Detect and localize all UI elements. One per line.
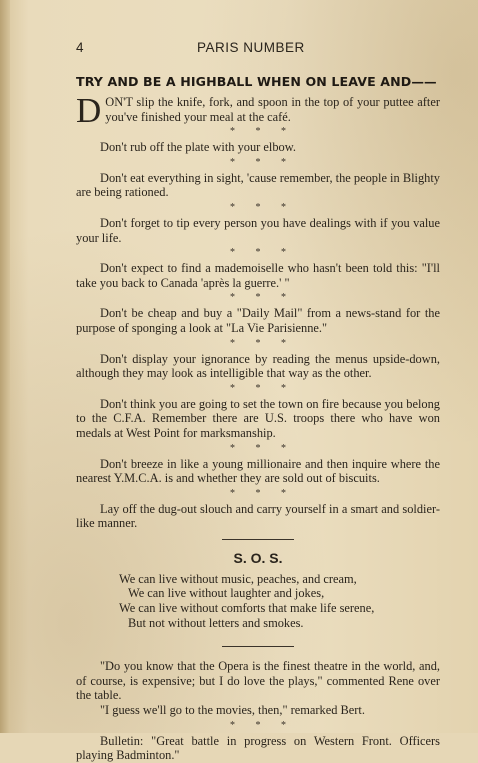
star-separator: * * * xyxy=(230,337,286,349)
section-divider xyxy=(222,646,294,647)
poem-title: S. O. S. xyxy=(233,549,283,566)
article-headline xyxy=(76,74,440,89)
article-paragraph-7: Don't display your ignorance by reading the menus upside-down, although they may look as intelligible that way as the other. xyxy=(76,351,440,381)
poem-line: We can live without music, peaches, and cream, xyxy=(119,571,357,586)
article-paragraph-2: Don't rub off the plate with your elbow. xyxy=(100,140,296,155)
running-title: PARIS NUMBER xyxy=(197,40,305,55)
poem-line: We can live without comforts that make life serene, xyxy=(119,601,375,616)
closing-paragraph-1: "Do you know that the Opera is the finest theatre in the world, and, of course, is expensive; but I do love the plays," commented Rene over the table. xyxy=(76,659,440,703)
star-separator: * * * xyxy=(230,487,286,499)
star-separator: * * * xyxy=(230,719,286,731)
page-spine-shadow xyxy=(0,0,10,733)
paragraph-1-text: ON'T slip the knife, fork, and spoon in the top of your puttee after you've finished your meal at the café. xyxy=(105,95,440,124)
star-separator: * * * xyxy=(230,201,286,213)
article-paragraph-10: Lay off the dug-out slouch and carry yourself in a smart and soldier-like manner. xyxy=(76,501,440,531)
drop-cap: D xyxy=(76,91,102,130)
star-separator: * * * xyxy=(230,442,286,454)
star-separator: * * * xyxy=(230,382,286,394)
star-separator: * * * xyxy=(230,156,286,168)
headline-text: TRY AND BE A HIGHBALL WHEN ON LEAVE AND xyxy=(76,74,412,89)
section-divider xyxy=(222,539,294,540)
star-separator: * * * xyxy=(230,126,286,138)
headline-dash: —— xyxy=(411,74,437,89)
closing-paragraph-2: "I guess we'll go to the movies, then," remarked Bert. xyxy=(100,703,365,718)
article-paragraph-3: Don't eat everything in sight, 'cause remember, the people in Blighty are being rationed. xyxy=(76,170,440,200)
star-separator: * * * xyxy=(230,292,286,304)
article-paragraph-1 xyxy=(76,91,440,130)
article-paragraph-9: Don't breeze in like a young millionaire and then inquire where the nearest Y.M.C.A. is and whether they are sold out of biscuits. xyxy=(76,456,440,486)
poem-line: But not without letters and smokes. xyxy=(128,615,304,630)
page-header xyxy=(76,40,440,62)
star-separator: * * * xyxy=(230,247,286,259)
article-paragraph-6: Don't be cheap and buy a "Daily Mail" from a news-stand for the purpose of sponging a look at "La Vie Parisienne." xyxy=(76,306,440,335)
article-paragraph-5: Don't expect to find a mademoiselle who hasn't been told this: "I'll take you back to Canada 'après la guerre.' " xyxy=(76,261,440,290)
article-paragraph-8: Don't think you are going to set the town on fire because you belong to the C.F.A. Remember there are U.S. troops there who have won medals at West Point for marksmanship. xyxy=(76,396,440,440)
poem xyxy=(76,572,440,630)
article-paragraph-4: Don't forget to tip every person you have dealings with if you value your life. xyxy=(76,215,440,245)
closing-paragraph-3: Bulletin: "Great battle in progress on Western Front. Officers playing Badminton." xyxy=(76,733,440,763)
poem-line: We can live without laughter and jokes, xyxy=(128,586,325,601)
page-number: 4 xyxy=(76,40,85,55)
